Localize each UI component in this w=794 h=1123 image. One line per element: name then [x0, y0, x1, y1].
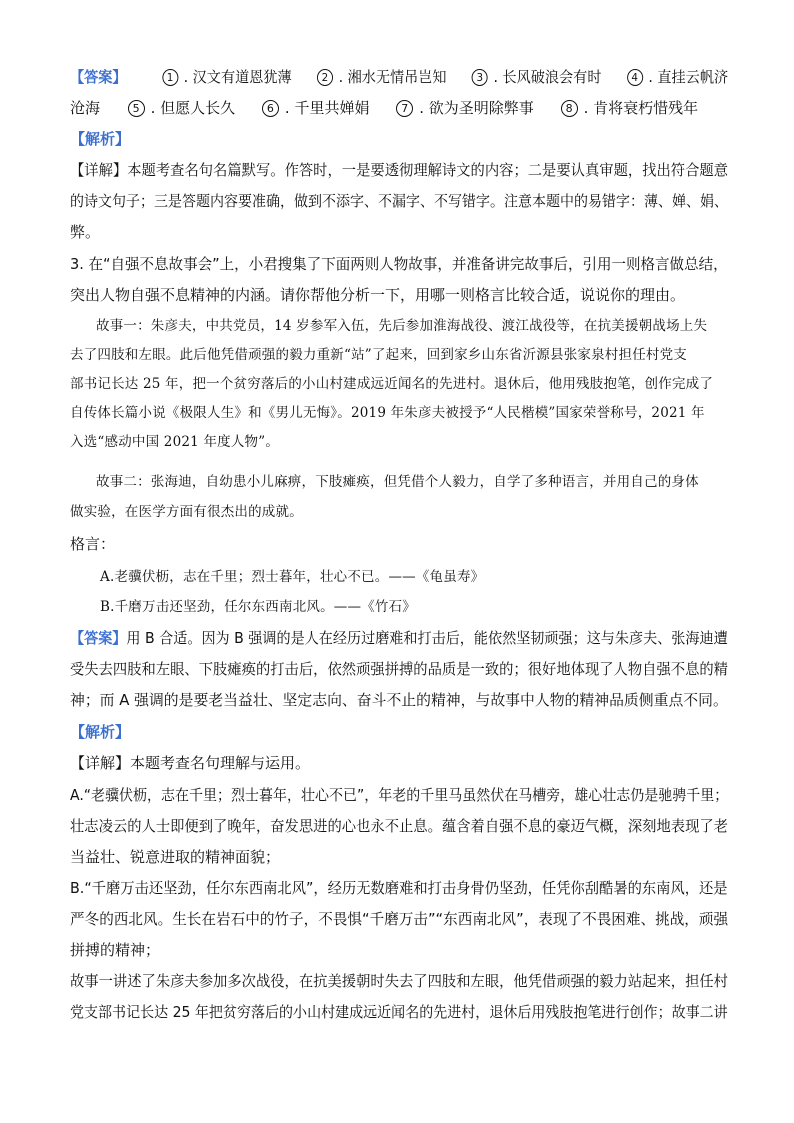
- motto-a: A.老骥伏枥，志在千里；烈士暮年，壮心不已。——《龟虽寿》: [100, 569, 485, 585]
- answer-item: 4 . 直挂云帆济: [627, 68, 728, 86]
- analysis-line: 的诗文句子；三是答题内容要准确，做到不添字、不漏字、不写错字。注意本题中的易错字：薄、婵、娟、: [70, 192, 728, 210]
- answer-tag: 【答案】: [70, 68, 127, 86]
- motto-label: 格言：: [70, 535, 116, 553]
- analysis-line: 党支部书记长达 25 年把贫穷落后的小山村建成远近闻名的先进村，退休后用残肢抱笔进行创作；故事二讲: [70, 1003, 728, 1021]
- question-line: 突出人物自强不息精神的内涵。请你帮他分析一下，用哪一则格言比较合适，说说你的理由。: [70, 286, 686, 304]
- story-line: 故事二：张海迪，自幼患小儿麻痹，下肢瘫痪，但凭借个人毅力，自学了多种语言，并用自己的身体: [96, 474, 699, 490]
- answer-line-1: [70, 66, 728, 88]
- analysis-line: 故事一讲述了朱彦夫参加多次战役，在抗美援朝时失去了四肢和左眼，他凭借顽强的毅力站起来，担任村: [70, 972, 728, 990]
- analysis-line: 弊。: [70, 223, 101, 241]
- analysis-line: B.“千磨万击还坚劲，任尔东西南北风”，经历无数磨难和打击身骨仍坚劲，任凭你刮酷暑的东南风，还是: [70, 879, 728, 897]
- story-line: 自传体长篇小说《极限人生》和《男儿无悔》。2019 年朱彦夫被授予“人民楷模”国家荣誉称号，2021 年: [70, 405, 705, 421]
- answer-item: 1 . 汉文有道恩犹薄: [162, 68, 292, 86]
- question-line: 3. 在“自强不息故事会”上，小君搜集了下面两则人物故事，并准备讲完故事后，引用一则格言做总结，: [70, 255, 728, 273]
- answer3-line: 受失去四肢和左眼、下肢瘫痪的打击后，依然顽强拼搏的品质是一致的；很好地体现了人物自强不息的精: [70, 660, 728, 678]
- answer-line-2: [70, 97, 698, 119]
- detail-tag: 【详解】: [70, 161, 128, 179]
- answer-item: 3 . 长风破浪会有时: [472, 68, 602, 86]
- analysis-line: 【详解】本题考查名句名篇默写。作答时，一是要透彻理解诗文的内容；二是要认真审题，找出符合题意: [70, 161, 729, 179]
- analysis-tag: 【解析】: [70, 130, 131, 148]
- story-line: 去了四肢和左眼。此后他凭借顽强的毅力重新“站”了起来，回到家乡山东省沂源县张家泉村担任村党支: [70, 347, 688, 363]
- answer-item: 7 . 欲为圣明除弊事: [396, 99, 534, 117]
- story-line: 部书记长达 25 年，把一个贫穷落后的小山村建成远近闻名的先进村。退休后，他用残肢抱笔，创作完成了: [70, 376, 714, 392]
- analysis-line: 壮志凌云的人士即便到了晚年，奋发思进的心也永不止息。蕴含着自强不息的豪迈气概，深刻地表现了老: [70, 817, 728, 835]
- analysis-tag: 【解析】: [70, 723, 131, 741]
- story-line: 入选“感动中国 2021 年度人物”。: [70, 434, 280, 450]
- answer-item: 6 . 千里共婵娟: [262, 99, 370, 117]
- answer3-line: 神；而 A 强调的是要老当益壮、坚定志向、奋斗不止的精神，与故事中人物的精神品质侧重点不同。: [70, 691, 728, 709]
- answer-item: 2 . 湘水无情吊岂知: [317, 68, 447, 86]
- analysis-line: A.“老骥伏枥，志在千里；烈士暮年，壮心不已”，年老的千里马虽然伏在马槽旁，雄心壮志仍是驰骋千里；: [70, 786, 729, 804]
- answer-tag: 【答案】: [70, 629, 127, 647]
- detail-tag: 【详解】: [70, 754, 131, 772]
- analysis-line: 【详解】本题考查名句理解与运用。: [70, 754, 311, 772]
- answer-item: 5 . 但愿人长久: [128, 99, 236, 117]
- analysis-line: 严冬的西北风。生长在岩石中的竹子，不畏惧“千磨万击”“东西南北风”，表现了不畏困难、挑战，顽强: [70, 910, 729, 928]
- answer3-line: 【答案】用 B 合适。因为 B 强调的是人在经历过磨难和打击后，能依然坚韧顽强；这与朱彦夫、张海迪遭: [70, 629, 728, 647]
- motto-b: B.千磨万击还坚劲，任尔东西南北风。——《竹石》: [100, 599, 417, 615]
- analysis-line: 拼搏的精神；: [70, 941, 161, 959]
- story-line: 故事一：朱彦夫，中共党员，14 岁参军入伍，先后参加淮海战役、渡江战役等，在抗美援朝战场上失: [96, 318, 708, 334]
- answer-lead: 沧海: [70, 99, 101, 117]
- analysis-line: 当益壮、锐意进取的精神面貌；: [70, 848, 281, 866]
- story-line: 做实验，在医学方面有很杰出的成就。: [70, 504, 303, 520]
- answer-item: 8 . 肯将衰朽惜残年: [561, 99, 699, 117]
